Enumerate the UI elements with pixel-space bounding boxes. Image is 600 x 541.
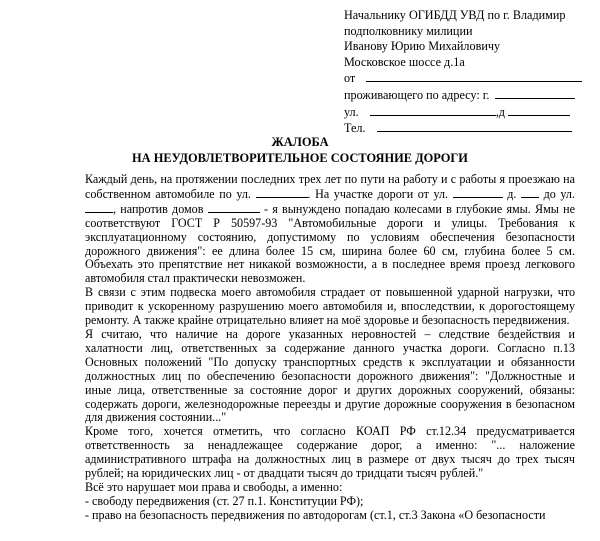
document-subtitle: НА НЕУДОВЛЕТВОРИТЕЛЬНОЕ СОСТОЯНИЕ ДОРОГИ: [132, 151, 468, 165]
paragraph-route: [85, 173, 575, 286]
paragraph-damage: В связи с этим подвеска моего автомобиля страдает от повышенной ударной нагрузки, что приводит к ускоренному разрушению моего автомобиля и, впоследствии, к дорогостоящему ремонту. А также крайне отрицательно влияет на моё здоровье и безопасность передвижения.: [85, 285, 575, 328]
addressee-block: [344, 8, 589, 137]
street-name-blank: [256, 187, 308, 198]
document-title: ЖАЛОБА: [271, 135, 329, 149]
from-label: от: [344, 71, 356, 86]
from-street-blank: [453, 187, 503, 198]
from-blank: [366, 70, 582, 82]
street-label: ул.: [344, 104, 359, 119]
p1-text-d: до ул.: [543, 186, 575, 201]
p1-text-e: , напротив домов: [113, 201, 204, 216]
paragraph-rights: Всё это нарушает мои права и свободы, а именно:: [85, 479, 343, 494]
phone-label: Тел.: [344, 121, 366, 136]
residence-label: проживающего по адресу: г.: [344, 87, 490, 102]
p1-text-f: - я вынуждено попадаю колесами в глубокие ямы. Ямы не соответствуют ГОСТ Р 50597-93 "Автомобильные дороги и улицы. Требования к эксплуатационному состоянию, допустимому по условиям обеспечения безопасности дорожного движения": ее длина более 15 см, ширина более 60 см, глубина более 5 см. Объехать это препятствие нет никакой возможности, а в последнее время проезд легкового автомобиля стал практически невозможен.: [85, 201, 575, 286]
to-street-blank: [85, 202, 113, 213]
addressee-name: Иванову Юрию Михайловичу: [344, 39, 501, 54]
city-blank: [495, 87, 575, 99]
p1-text-b: . На участке дороги от ул.: [307, 186, 449, 201]
street-line: [344, 104, 589, 121]
house-number-blank: [521, 187, 539, 198]
addressee-address: Московское шоссе д.1а: [344, 54, 465, 69]
from-line: [344, 70, 589, 87]
rights-item-safety: - право на безопасность передвижения по автодорогам (ст.1, ст.3 Закона «О безопасности: [85, 507, 546, 522]
paragraph-liability: Кроме того, хочется отметить, что согласно КОАП РФ ст.12.34 предусматривается ответственность за ненадлежащее содержание дорог, а именно: "... наложение административного штрафа на должностных лиц в размере от двух тысяч до трех тысяч рублей; на юридических лиц - от двадцати тысяч до тридцати тысяч рублей.": [85, 424, 575, 481]
complaint-body: [85, 173, 575, 523]
p1-text-a: Каждый день, на протяжении последних трех лет по пути на работу и с работы я проезжаю на собственном автомобиле по ул.: [85, 172, 575, 201]
street-blank: [370, 104, 496, 116]
houses-blank: [208, 202, 260, 213]
addressee-position: Начальнику ОГИБДД УВД по г. Владимир: [344, 8, 566, 22]
house-label: ,д: [495, 104, 505, 119]
rights-item-movement: - свободу передвижения (ст. 27 п.1. Конституции РФ);: [85, 493, 364, 508]
house-blank: [508, 104, 570, 116]
addressee-rank: подполковнику милиции: [344, 23, 473, 38]
p1-text-c: д.: [507, 186, 517, 201]
paragraph-negligence: Я считаю, что наличие на дороге указанных неровностей – следствие бездействия и халатности лиц, ответственных за содержание данного участка дороги. Согласно п.13 Основных положений "По допуску транспортных средств к эксплуатации и обязанности должностных лиц по обеспечению безопасности дорожного движения": "Должностные и иные лица, ответственные за состояние дорог и других дорожных сооружений, обязаны: содержать дороги, железнодорожные переезды и другие дорожные сооружения в безопасном для движения состоянии...": [85, 326, 575, 425]
residence-line: [344, 87, 589, 104]
phone-blank: [377, 120, 572, 132]
